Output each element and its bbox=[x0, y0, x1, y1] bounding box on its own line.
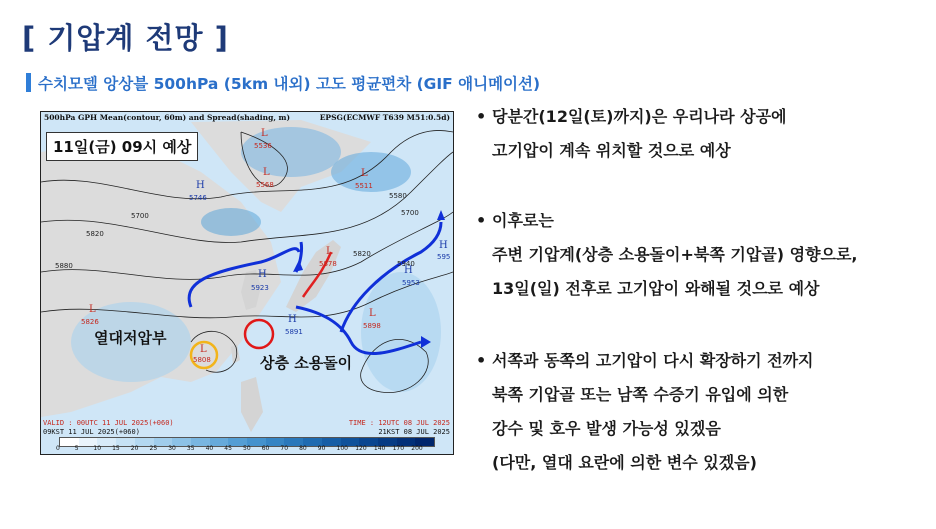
subtitle-accent-bar bbox=[26, 73, 31, 92]
colorbar-tick-label: 25 bbox=[149, 445, 158, 452]
pressure-value: 5953 bbox=[402, 279, 420, 287]
bullet-line: 서쪽과 동쪽의 고기압이 다시 확장하기 전까지 bbox=[492, 351, 814, 370]
colorbar-tick-label: 90 bbox=[317, 445, 326, 452]
colorbar-tick-label: 140 bbox=[373, 445, 386, 452]
upper-low-circle bbox=[245, 320, 273, 348]
arrowhead bbox=[437, 210, 445, 220]
time-badge: 11일(금) 09시 예상 bbox=[46, 132, 198, 161]
colorbar-tick-label: 15 bbox=[112, 445, 120, 452]
colorbar-tick-label: 60 bbox=[261, 445, 270, 452]
pressure-value: 5808 bbox=[193, 356, 211, 364]
valid-time-utc: VALID : 00UTC 11 JUL 2025(+060) bbox=[43, 419, 174, 427]
colorbar-tick-label: 100 bbox=[336, 445, 348, 452]
bullet-line: 북쪽 기압골 또는 남쪽 수증기 유입에 의한 bbox=[492, 385, 789, 404]
arrowhead bbox=[293, 260, 303, 272]
colorbar-tick-label: 80 bbox=[299, 445, 307, 452]
spread-blob bbox=[201, 208, 261, 236]
pressure-center-low: L bbox=[361, 168, 368, 179]
pressure-value: 5898 bbox=[363, 322, 381, 330]
pressure-center-low: L bbox=[263, 167, 270, 178]
colorbar-tick-label: 50 bbox=[243, 445, 251, 452]
map-graphic bbox=[41, 112, 453, 454]
bullet-line: (다만, 열대 요란에 의한 변수 있겠음) bbox=[492, 453, 757, 472]
pressure-value: 5746 bbox=[189, 194, 207, 202]
pressure-center-high: H bbox=[258, 269, 267, 280]
contour-label: 5700 bbox=[401, 209, 419, 217]
bullet-dot: • bbox=[476, 107, 487, 126]
valid-time-kst: 09KST 11 JUL 2025(+060) bbox=[43, 428, 140, 436]
contour-label: 5580 bbox=[389, 192, 407, 200]
pressure-value: 5923 bbox=[251, 284, 269, 292]
colorbar-ticks bbox=[56, 445, 433, 454]
pressure-value: 5891 bbox=[285, 328, 303, 336]
pressure-center-low: L bbox=[200, 344, 207, 355]
bullet-line: 강수 및 호우 발생 가능성 있겠음 bbox=[492, 419, 721, 438]
pressure-center-low: L bbox=[261, 128, 268, 139]
pressure-center-high: H bbox=[404, 265, 413, 276]
page-title: [ 기압계 전망 ] bbox=[22, 21, 229, 55]
bullet-item bbox=[476, 344, 814, 480]
bullet-line: 고기압이 계속 위치할 것으로 예상 bbox=[492, 141, 731, 160]
colorbar-tick-label: 45 bbox=[224, 445, 232, 452]
bullet-dot: • bbox=[476, 351, 487, 370]
contour-label: 5880 bbox=[55, 262, 73, 270]
colorbar-tick-label: 35 bbox=[186, 445, 195, 452]
bullet-line: 주변 기압계(상층 소용돌이+북쪽 기압골) 영향으로, bbox=[492, 245, 858, 264]
pressure-center-low: L bbox=[89, 304, 96, 315]
colorbar-tick-label: 200 bbox=[411, 445, 423, 452]
bullet-line: 당분간(12일(토)까지)은 우리나라 상공에 bbox=[492, 107, 787, 126]
map-header-right: EPSG(ECMWF T639 M51:0.5d) bbox=[319, 113, 450, 122]
bullet-dot: • bbox=[476, 211, 487, 230]
pressure-value: 5511 bbox=[355, 182, 373, 190]
colorbar-tick-label: 170 bbox=[392, 445, 405, 452]
colorbar-tick-label: 120 bbox=[355, 445, 367, 452]
init-time-kst: 21KST 08 JUL 2025 bbox=[378, 428, 450, 436]
colorbar-tick-label: 30 bbox=[168, 445, 176, 452]
pressure-center-high: H bbox=[439, 240, 448, 251]
map-header-left: 500hPa GPH Mean(contour, 60m) and Spread(shading, m) bbox=[44, 113, 291, 122]
pressure-center-high: H bbox=[288, 314, 297, 325]
pressure-center-high: H bbox=[196, 180, 205, 191]
pressure-value: 5536 bbox=[254, 142, 272, 150]
spread-blob bbox=[361, 272, 441, 392]
bullet-item bbox=[476, 204, 858, 306]
section-subtitle: 수치모델 앙상블 500hPa (5km 내외) 고도 평균편차 (GIF 애니메이션) bbox=[38, 75, 541, 93]
colorbar-tick-label: 10 bbox=[93, 445, 102, 452]
pressure-value: 5826 bbox=[81, 318, 99, 326]
contour-label: 5940 bbox=[397, 260, 415, 268]
contour-label: 5700 bbox=[131, 212, 149, 220]
contour-label: 5820 bbox=[86, 230, 104, 238]
bullet-line: 이후로는 bbox=[492, 211, 554, 230]
colorbar-tick-label: 5 bbox=[74, 445, 79, 452]
bullet-item bbox=[476, 100, 787, 168]
upper-low-label: 상층 소용돌이 bbox=[260, 354, 353, 372]
pressure-value: 595 bbox=[437, 253, 451, 261]
pressure-value: 5878 bbox=[319, 260, 337, 268]
init-time-utc: TIME : 12UTC 08 JUL 2025 bbox=[348, 419, 450, 427]
bullet-line: 13일(일) 전후로 고기압이 와해될 것으로 예상 bbox=[492, 279, 820, 298]
pressure-center-low: L bbox=[369, 308, 376, 319]
colorbar-tick-label: 20 bbox=[130, 445, 139, 452]
tropical-low-label: 열대저압부 bbox=[94, 329, 167, 347]
pressure-value: 5568 bbox=[256, 181, 274, 189]
spread-blob bbox=[241, 127, 341, 177]
colorbar-tick-label: 40 bbox=[205, 445, 214, 452]
colorbar-tick-label: 70 bbox=[280, 445, 289, 452]
forecast-map bbox=[40, 111, 454, 455]
land-philippines bbox=[241, 377, 263, 432]
contour-label: 5820 bbox=[353, 250, 371, 258]
colorbar-tick-label: 0 bbox=[56, 445, 60, 452]
pressure-center-low: L bbox=[326, 246, 333, 257]
